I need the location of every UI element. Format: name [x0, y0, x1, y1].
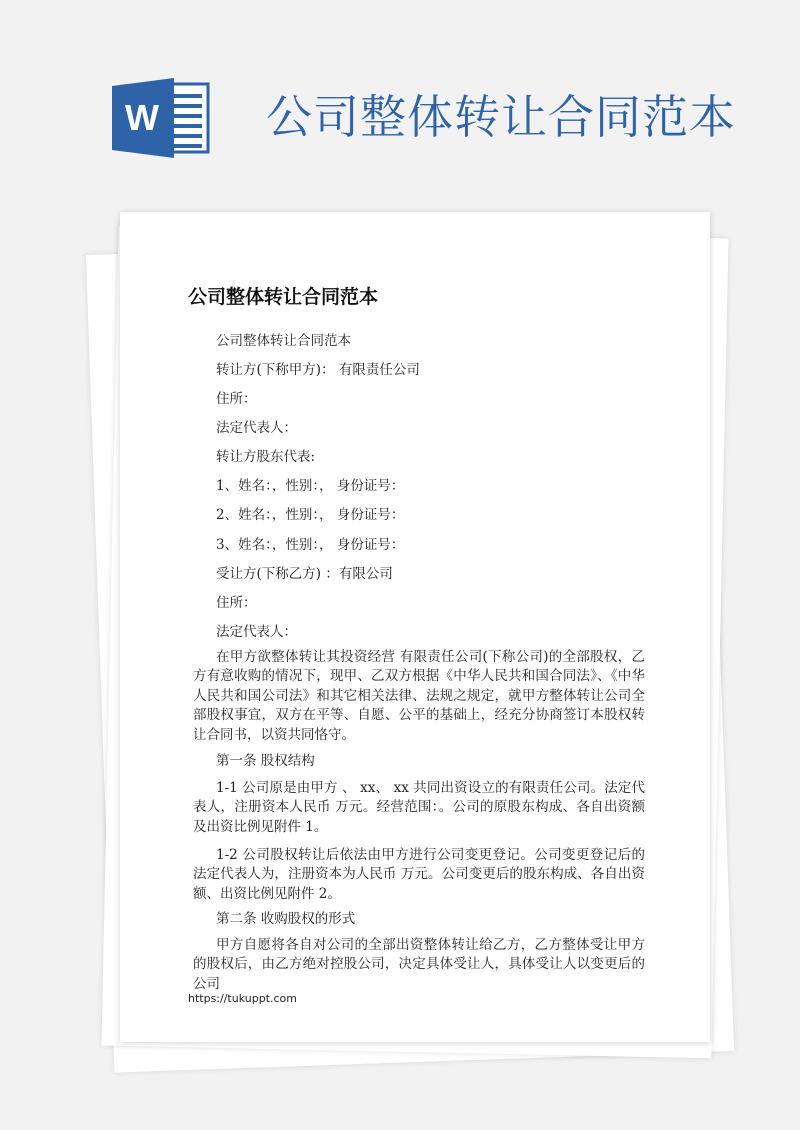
doc-line-shareholder-representative: 转让方股东代表:	[216, 449, 316, 465]
document-page	[120, 212, 710, 1042]
banner-title: 公司整体转让合同范本	[266, 90, 736, 144]
article-2-heading: 第二条 收购股权的形式	[216, 911, 356, 927]
clause-2: 甲方自愿将各自对公司的全部出资整体转让给乙方，乙方整体受让甲方的股权后，由乙方绝对控股公司，决定具体受让人，具体受让人以变更后的公司	[193, 937, 645, 992]
footer-url: https://tukuppt.com	[188, 992, 297, 1005]
clause-1-1: 1-1 公司原是由甲方 、 xx、 xx 共同出资设立的有限责任公司。法定代表人，注册资本人民币 万元。经营范围：。公司的原股东构成、各自出资额及出资比例见附件 1。	[193, 780, 645, 835]
word-icon-letter: W	[125, 97, 159, 138]
clause-1-2: 1-2 公司股权转让后依法由甲方进行公司变更登记。公司变更登记后的法定代表人为，注册资本为人民币 万元。公司变更后的股东构成、各自出资额、出资比例见附件 2。	[193, 847, 645, 902]
article-1-heading: 第一条 股权结构	[216, 753, 315, 769]
document-title: 公司整体转让合同范本	[188, 286, 379, 308]
doc-line-transferor-representative: 法定代表人：	[216, 420, 297, 436]
doc-line-subtitle: 公司整体转让合同范本	[216, 333, 351, 349]
doc-line-transferor: 转让方(下称甲方)： 有限责任公司	[216, 362, 420, 378]
doc-line-transferor-address: 住所：	[216, 391, 257, 407]
doc-line-transferee: 受让方(下称乙方) ：有限公司	[216, 566, 393, 582]
doc-line-shareholder-3: 3、姓名：，性别：， 身份证号：	[216, 537, 405, 553]
doc-line-shareholder-2: 2、姓名：，性别：， 身份证号：	[216, 507, 405, 523]
doc-line-shareholder-1: 1、姓名：，性别：， 身份证号：	[216, 478, 405, 494]
doc-line-transferee-representative: 法定代表人：	[216, 624, 297, 640]
doc-preamble: 在甲方欲整体转让其投资经营 有限责任公司(下称公司)的全部股权，乙方有意收购的情况下，现甲、乙双方根据《中华人民共和国合同法》、《中华人民共和国公司法》和其它相关法律、法规之规定，就甲方整体转让公司全部股权事宜，双方在平等、自愿、公平的基础上，经充分协商签订本股权转让合同书，以资共同恪守。	[193, 649, 645, 743]
doc-line-transferee-address: 住所：	[216, 595, 257, 611]
word-document-icon	[112, 78, 212, 158]
